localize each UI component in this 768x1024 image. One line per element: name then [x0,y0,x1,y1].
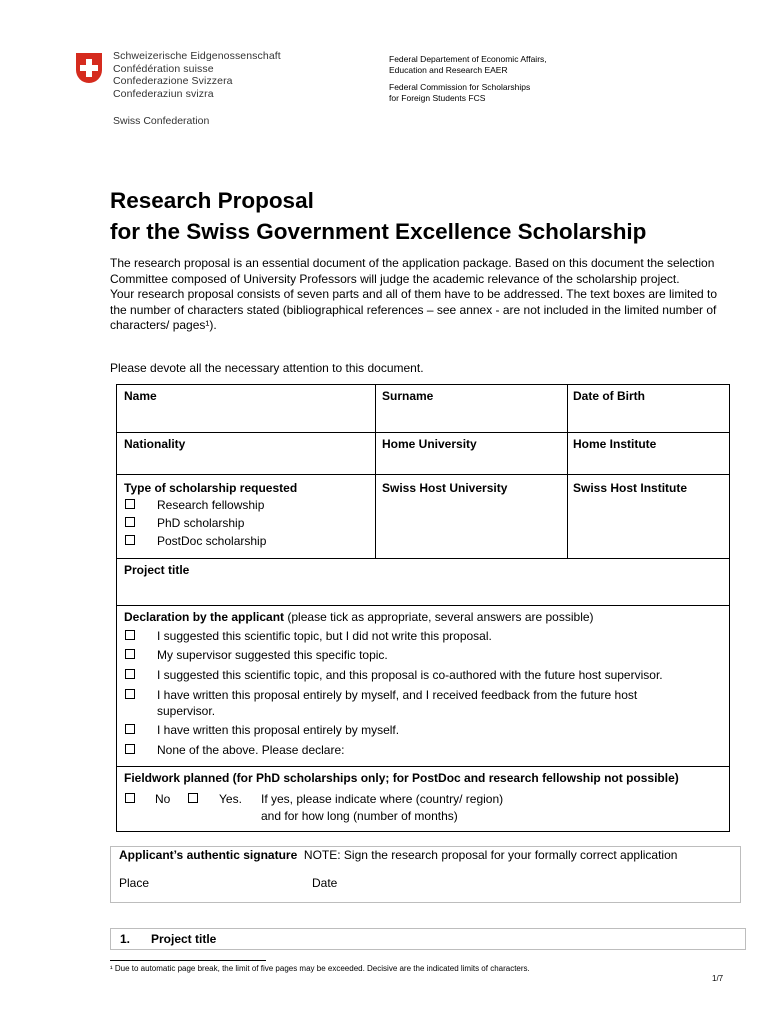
confederation-fr: Confédération suisse [113,62,214,75]
signature-note: NOTE: Sign the research proposal for your formally correct application [303,848,678,862]
fieldwork-duration-text: and for how long (number of months) [261,809,458,823]
home-university-field[interactable]: Home University [382,437,477,451]
swiss-flag-logo [76,53,102,83]
signature-box[interactable] [110,846,741,903]
document-title [110,185,646,247]
surname-field[interactable]: Surname [382,389,434,403]
footnote-divider [110,960,266,961]
confederation-it: Confederazione Svizzera [113,75,233,87]
section-1-project-title [110,928,746,950]
date-of-birth-field[interactable]: Date of Birth [573,389,645,403]
confederation-rm: Confederaziun svizra [113,87,214,100]
intro-paragraph-2: Your research proposal consists of seven parts and all of them have to be addressed. The text boxes are limited to the number of characters stated (bibliographical references – see annex - are not included in the limited number of characters/ pages¹). [110,287,718,332]
title-line-1: Research Proposal [110,188,314,213]
confederation-de: Schweizerische Eidgenossenschaft [113,50,281,62]
commission-name: Federal Commission for Scholarships for Foreign Students FCS [389,82,531,103]
checkbox-research-fellowship[interactable]: Research fellowship [125,497,264,514]
intro-paragraph-1: The research proposal is an essential document of the application package. Based on this document the selection Committee composed of University Professors will judge the academic relevance of the scholarship project. [110,256,715,286]
name-field[interactable]: Name [124,389,157,403]
checkbox-declaration-3[interactable]: I suggested this scientific topic, and this proposal is co-authored with the future host supervisor. [125,667,663,684]
department-name: Federal Departement of Economic Affairs, Education and Research EAER [389,54,547,75]
declaration-label: Declaration by the applicant (please tick as appropriate, several answers are possible) [124,610,594,624]
scholarship-type-label: Type of scholarship requested [124,481,298,495]
checkbox-declaration-5[interactable]: I have written this proposal entirely by myself. [125,722,399,739]
checkbox-declaration-4[interactable]: I have written this proposal entirely by myself, and I received feedback from the future host [125,687,637,704]
checkbox-declaration-1[interactable]: I suggested this scientific topic, but I did not write this proposal. [125,628,492,645]
signature-label: Applicant’s authentic signature NOTE: Sign the research proposal for your formally correct application [119,848,678,862]
date-label: Date [312,876,338,890]
declaration-4-continuation: supervisor. [157,704,216,718]
home-institute-field[interactable]: Home Institute [573,437,657,451]
confederation-en: Swiss Confederation [113,115,210,127]
devote-note: Please devote all the necessary attention to this document. [110,361,424,375]
checkbox-declaration-2[interactable]: My supervisor suggested this specific topic. [125,647,388,664]
swiss-host-university-field[interactable]: Swiss Host University [382,481,508,495]
swiss-host-institute-field[interactable]: Swiss Host Institute [573,481,688,495]
applicant-form [116,384,730,832]
confederation-names [113,50,281,100]
footnote: ¹ Due to automatic page break, the limit of five pages may be exceeded. Decisive are the indicated limits of characters. [110,964,530,973]
nationality-field[interactable]: Nationality [124,437,186,451]
checkbox-fieldwork-no[interactable]: No [125,791,170,808]
checkbox-phd-scholarship[interactable]: PhD scholarship [125,515,244,532]
intro-text [110,256,735,334]
section-1-label: Project title [151,932,217,946]
page-number: 1/7 [712,974,724,983]
fieldwork-where-text: If yes, please indicate where (country/ region) [261,792,504,806]
place-label: Place [119,876,150,890]
project-title-field[interactable]: Project title [124,563,190,577]
checkbox-declaration-6[interactable]: None of the above. Please declare: [125,742,344,759]
fieldwork-label: Fieldwork planned (for PhD scholarships only; for PostDoc and research fellowship not possible) [124,771,679,785]
title-line-2: for the Swiss Government Excellence Scholarship [110,219,647,244]
section-1-number: 1. [120,932,131,946]
checkbox-postdoc-scholarship[interactable]: PostDoc scholarship [125,533,266,550]
checkbox-fieldwork-yes[interactable]: Yes. [188,791,242,808]
